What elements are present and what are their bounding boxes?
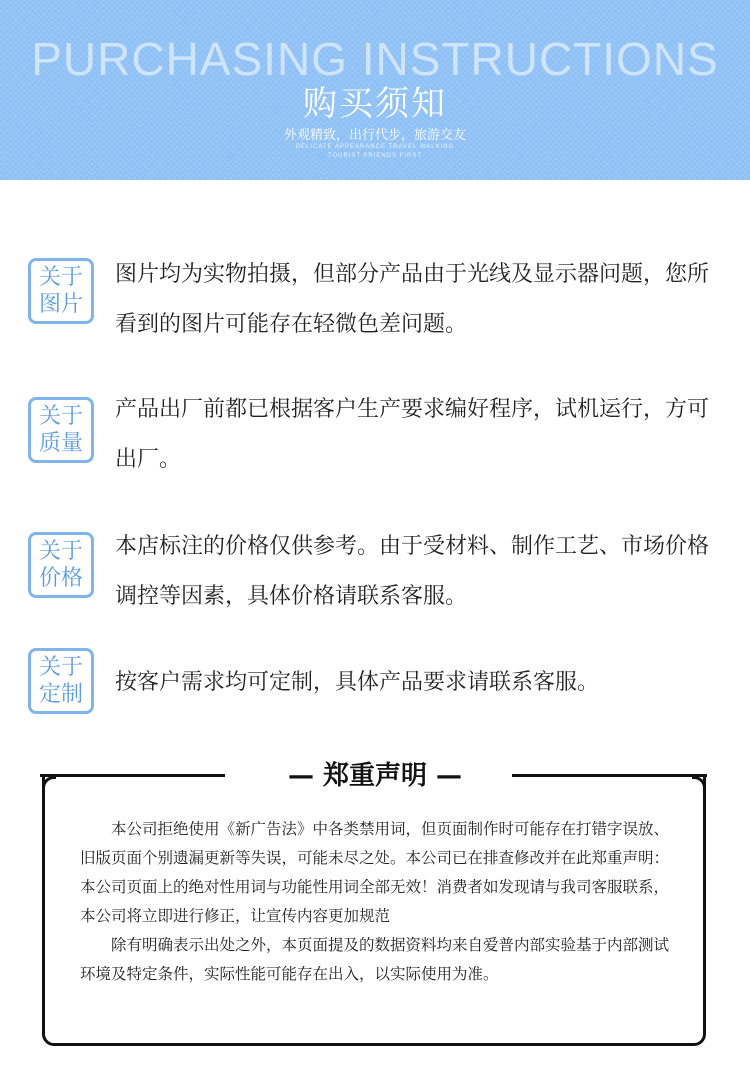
banner-title-english: PURCHASING INSTRUCTIONS bbox=[31, 33, 719, 85]
declaration-paragraph-1: 本公司拒绝使用《新广告法》中各类禁用词，但页面制作时可能存在打错字误放、旧版页面个别遗漏更新等失误，可能未尽之处。本公司已在排查修改并在此郑重声明：本公司页面上的绝对性用词与功能性用词全部无效！消费者如发现请与我司客服联系，本公司将立即进行修正，让宣传内容更加规范 bbox=[80, 820, 670, 925]
badge-label-bottom: 质量 bbox=[38, 431, 83, 456]
badge-label-top: 关于 bbox=[38, 655, 83, 680]
declaration-title-row bbox=[0, 754, 750, 798]
declaration-title: — 郑重声明 — bbox=[287, 761, 463, 791]
banner-tiny-text bbox=[0, 143, 750, 161]
declaration-paragraph-2: 除有明确表示出处之外，本页面提及的数据资料均来自爱普内部实验基于内部测试环境及特定条件，实际性能可能存在出入，以实际使用为准。 bbox=[80, 936, 670, 983]
notice-text: 图片均为实物拍摄，但部分产品由于光线及显示器问题，您所看到的图片可能存在轻微色差问题。 bbox=[115, 262, 710, 337]
banner-subtitle: 外观精致，出行代步，旅游交友 bbox=[283, 128, 466, 143]
banner-title-chinese: 购买须知 bbox=[303, 84, 447, 124]
badge-label-bottom: 图片 bbox=[38, 292, 83, 317]
badge-label-top: 关于 bbox=[38, 539, 83, 564]
badge-label-bottom: 价格 bbox=[38, 566, 83, 591]
badge-label-top: 关于 bbox=[38, 404, 83, 429]
badge-label-top: 关于 bbox=[38, 265, 83, 290]
header-banner bbox=[0, 0, 750, 180]
notice-badge bbox=[28, 397, 94, 463]
notice-badge bbox=[28, 648, 94, 714]
badge-label-bottom: 定制 bbox=[38, 682, 83, 707]
notice-text: 本店标注的价格仅供参考。由于受材料、制作工艺、市场价格调控等因素，具体价格请联系客服。 bbox=[115, 534, 710, 609]
notice-badge bbox=[28, 532, 94, 598]
notice-text: 产品出厂前都已根据客户生产要求编好程序，试机运行，方可出厂。 bbox=[115, 397, 710, 472]
notice-badge bbox=[28, 258, 94, 324]
banner-tiny-line-1: DELICATE APPEARANCE TRAVEL WALKING bbox=[295, 144, 455, 150]
declaration-body bbox=[80, 815, 680, 989]
notice-text: 按客户需求均可定制，具体产品要求请联系客服。 bbox=[115, 670, 600, 695]
banner-tiny-line-2: TOURIST FRIENDS FIRST bbox=[327, 153, 423, 159]
